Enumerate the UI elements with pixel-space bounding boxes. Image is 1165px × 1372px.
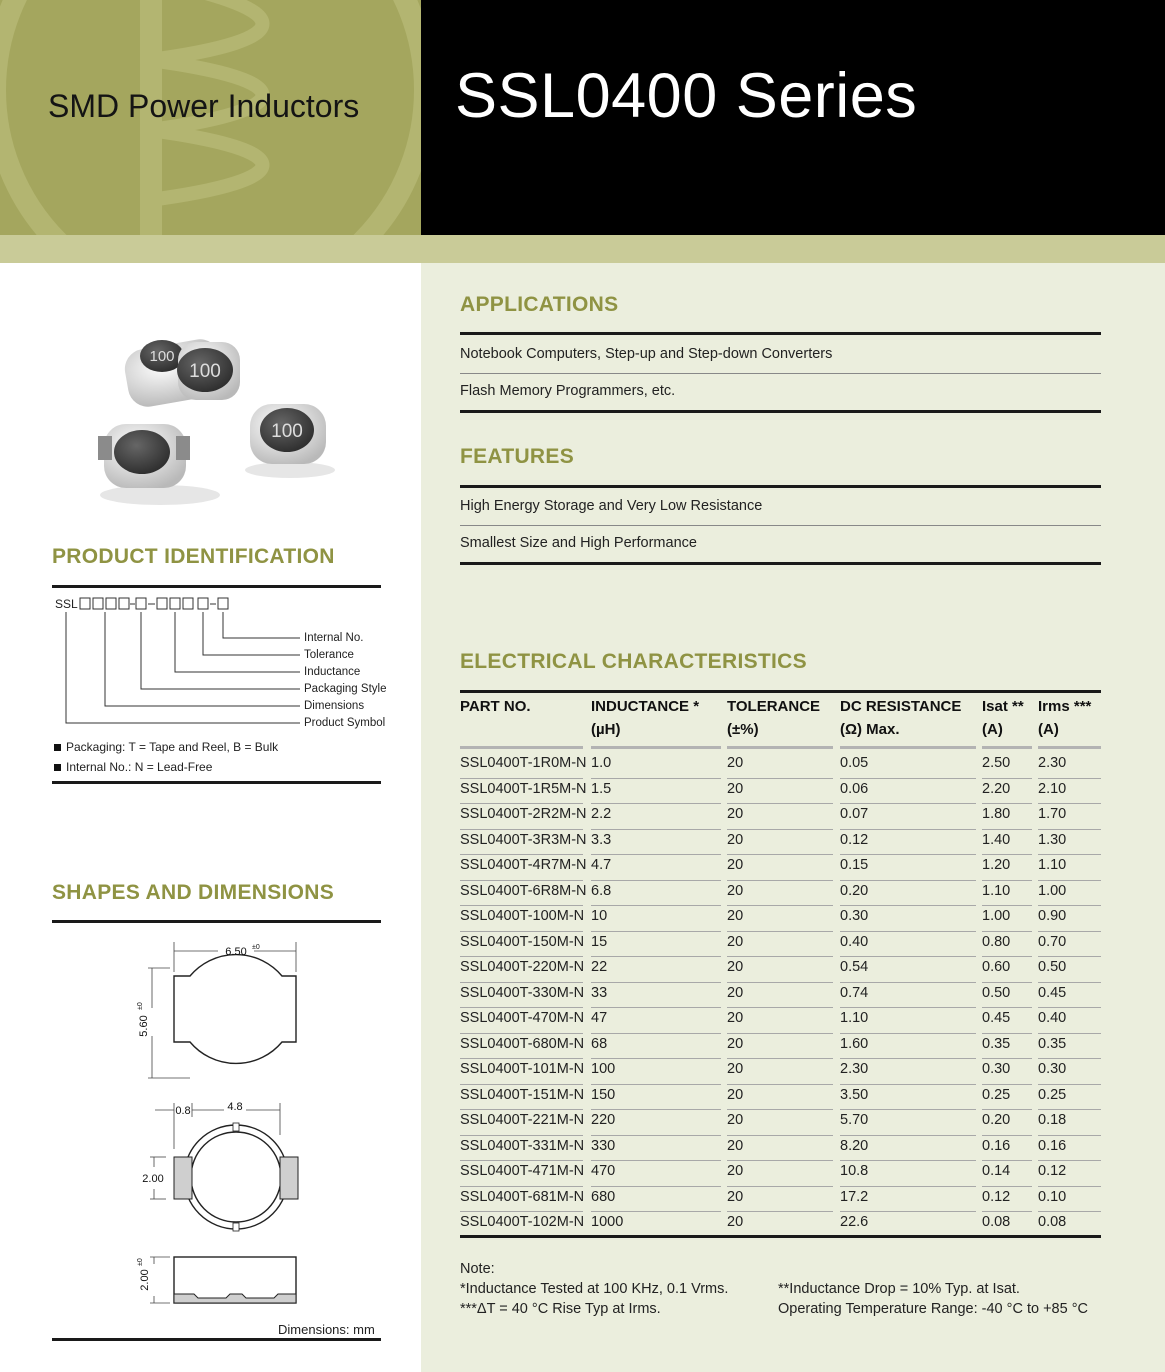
table-cell: 0.25 — [982, 1086, 1011, 1103]
row-divider — [840, 880, 976, 881]
table-cell: 1.00 — [982, 908, 1011, 924]
table-cell: 1.10 — [982, 882, 1011, 899]
bullet-icon — [54, 744, 61, 751]
table-cell: 20 — [727, 959, 744, 975]
column-header: (Ω) Max. — [840, 721, 900, 738]
row-divider — [591, 1160, 721, 1161]
table-cell: 20 — [727, 780, 744, 797]
row-divider — [591, 1186, 721, 1187]
table-cell: SSL0400T-470M-N — [460, 1010, 585, 1026]
row-divider — [460, 931, 583, 932]
row-divider — [460, 1186, 583, 1187]
table-cell: 0.40 — [840, 933, 869, 950]
table-cell: SSL0400T-151M-N — [460, 1086, 585, 1103]
features-title: FEATURES — [460, 445, 575, 468]
table-cell: 20 — [727, 984, 744, 1001]
table-cell: 1.10 — [840, 1010, 869, 1026]
dim-thickness-label: 2.00 — [139, 1269, 151, 1291]
row-divider — [460, 905, 583, 906]
row-divider — [982, 778, 1032, 779]
table-cell: SSL0400T-102M-N — [460, 1214, 585, 1230]
row-divider — [982, 1007, 1032, 1008]
row-divider — [727, 778, 833, 779]
table-cell: 0.06 — [840, 780, 869, 797]
row-divider — [460, 854, 583, 855]
table-cell: SSL0400T-471M-N — [460, 1163, 585, 1179]
pid-label-product-symbol: Product Symbol — [304, 717, 386, 729]
table-cell: 0.54 — [840, 959, 869, 975]
table-cell: 0.16 — [982, 1137, 1011, 1154]
row-divider — [840, 854, 976, 855]
table-cell: 1.00 — [1038, 882, 1067, 899]
table-cell: 0.07 — [840, 806, 869, 822]
table-cell: 100 — [591, 1061, 616, 1077]
pid-note-internal: Internal No.: N = Lead-Free — [66, 760, 213, 774]
table-cell: 20 — [727, 933, 744, 950]
table-cell: SSL0400T-680M-N — [460, 1035, 585, 1052]
table-cell: 2.50 — [982, 755, 1011, 771]
dim-side-label: 2.00 — [142, 1173, 164, 1185]
table-cell: 20 — [727, 908, 744, 924]
row-divider — [982, 829, 1032, 830]
pid-label-dimensions: Dimensions — [304, 700, 365, 712]
row-divider — [591, 1135, 721, 1136]
row-divider — [591, 854, 721, 855]
row-divider — [591, 1058, 721, 1059]
table-cell: 20 — [727, 1035, 744, 1052]
table-cell: 20 — [727, 882, 744, 899]
column-header: (µH) — [591, 721, 621, 738]
header-underline — [982, 746, 1032, 749]
category-title: SMD Power Inductors — [48, 88, 360, 124]
table-cell: 20 — [727, 755, 744, 771]
row-divider — [1038, 1135, 1101, 1136]
row-divider — [982, 880, 1032, 881]
table-cell: 0.30 — [840, 908, 869, 924]
row-divider — [727, 1211, 833, 1212]
table-cell: 22 — [591, 959, 608, 975]
row-divider — [460, 1058, 583, 1059]
table-cell: SSL0400T-220M-N — [460, 959, 585, 975]
row-divider — [840, 1211, 976, 1212]
row-divider — [840, 1135, 976, 1136]
row-divider — [1038, 1007, 1101, 1008]
table-cell: 470 — [591, 1163, 616, 1179]
application-item: Notebook Computers, Step-up and Step-down Converters — [460, 346, 833, 362]
row-divider — [460, 1135, 583, 1136]
row-divider — [840, 1084, 976, 1085]
table-cell: 0.12 — [982, 1188, 1011, 1205]
row-divider — [1038, 803, 1101, 804]
table-cell: 1.30 — [1038, 831, 1067, 848]
row-divider — [591, 1109, 721, 1110]
header-underline — [1038, 746, 1101, 749]
table-cell: 0.15 — [840, 857, 869, 873]
row-divider — [1038, 854, 1101, 855]
note-inductance: *Inductance Tested at 100 KHz, 0.1 Vrms. — [460, 1281, 729, 1297]
table-cell: 0.18 — [1038, 1112, 1067, 1128]
table-cell: SSL0400T-150M-N — [460, 933, 585, 950]
applications-bottom-rule — [460, 410, 1101, 413]
table-cell: SSL0400T-3R3M-N — [460, 831, 587, 848]
row-divider — [591, 1084, 721, 1085]
row-divider — [591, 1007, 721, 1008]
row-divider — [460, 829, 583, 830]
row-divider — [982, 982, 1032, 983]
row-divider — [591, 1033, 721, 1034]
row-divider — [982, 854, 1032, 855]
table-cell: 2.30 — [840, 1061, 869, 1077]
table-cell: 20 — [727, 831, 744, 848]
table-cell: SSL0400T-1R5M-N — [460, 780, 587, 797]
table-cell: 20 — [727, 1112, 744, 1128]
bullet-icon — [54, 764, 61, 771]
row-divider — [840, 1058, 976, 1059]
table-cell: 0.30 — [982, 1061, 1011, 1077]
table-cell: 0.08 — [1038, 1214, 1067, 1230]
column-header: (±%) — [727, 721, 759, 738]
row-divider — [1038, 956, 1101, 957]
table-cell: 220 — [591, 1112, 616, 1128]
table-cell: 5.70 — [840, 1112, 869, 1128]
units-note: Dimensions: mm — [278, 1322, 375, 1337]
row-divider — [460, 880, 583, 881]
table-cell: 1.40 — [982, 831, 1011, 848]
applications-top-rule — [460, 332, 1101, 335]
table-cell: 680 — [591, 1188, 616, 1205]
series-title: SSL0400 Series — [455, 61, 918, 131]
row-divider — [1038, 1160, 1101, 1161]
table-cell: 1.60 — [840, 1035, 869, 1052]
shapes-title: SHAPES AND DIMENSIONS — [52, 881, 335, 904]
row-divider — [840, 1109, 976, 1110]
row-divider — [982, 1084, 1032, 1085]
inductor-marking-2: 100 — [189, 361, 221, 382]
header-band — [0, 235, 1165, 263]
row-divider — [591, 956, 721, 957]
row-divider — [840, 1033, 976, 1034]
table-cell: SSL0400T-331M-N — [460, 1137, 585, 1154]
table-cell: 20 — [727, 806, 744, 822]
row-divider — [727, 931, 833, 932]
table-cell: 2.30 — [1038, 755, 1067, 771]
dim-inner-label: 4.8 — [227, 1101, 243, 1113]
header-underline — [840, 746, 976, 749]
table-cell: 1.70 — [1038, 806, 1067, 822]
product-photo — [90, 320, 350, 520]
table-cell: 0.05 — [840, 755, 869, 771]
row-divider — [840, 778, 976, 779]
row-divider — [591, 1211, 721, 1212]
shapes-top-rule — [52, 920, 381, 923]
dim-width-tolerance: ±0 — [252, 944, 260, 951]
pid-note-packaging: Packaging: T = Tape and Reel, B = Bulk — [66, 740, 279, 754]
row-divider — [460, 1109, 583, 1110]
row-divider — [1038, 931, 1101, 932]
row-divider — [1038, 1186, 1101, 1187]
table-cell: 20 — [727, 1188, 744, 1205]
row-divider — [727, 1033, 833, 1034]
column-header: TOLERANCE — [727, 698, 821, 715]
pid-label-inductance: Inductance — [304, 666, 361, 678]
table-cell: 0.12 — [840, 831, 869, 848]
table-cell: 0.35 — [1038, 1035, 1067, 1052]
table-cell: 20 — [727, 1214, 744, 1230]
row-divider — [727, 905, 833, 906]
row-divider — [460, 1084, 583, 1085]
table-cell: 0.50 — [982, 984, 1011, 1001]
inductor-marking-3: 100 — [271, 421, 303, 442]
table-cell: 0.45 — [1038, 984, 1067, 1001]
table-cell: 20 — [727, 1086, 744, 1103]
pid-top-rule — [52, 585, 381, 588]
table-cell: 10 — [591, 908, 608, 924]
note-temperature: Operating Temperature Range: -40 °C to +85 °C — [778, 1301, 1088, 1317]
row-divider — [840, 1186, 976, 1187]
table-cell: SSL0400T-681M-N — [460, 1188, 585, 1205]
row-divider — [591, 803, 721, 804]
row-divider — [591, 982, 721, 983]
pid-label-internal-no: Internal No. — [304, 632, 364, 644]
row-divider — [460, 778, 583, 779]
row-divider — [727, 1135, 833, 1136]
row-divider — [460, 1007, 583, 1008]
row-divider — [840, 905, 976, 906]
row-divider — [840, 931, 976, 932]
row-divider — [1038, 1211, 1101, 1212]
row-divider — [982, 1160, 1032, 1161]
electrical-bottom-rule — [460, 1235, 1101, 1238]
pid-code-prefix: SSL — [55, 597, 78, 611]
row-divider — [840, 982, 976, 983]
shapes-bottom-rule — [52, 1338, 381, 1341]
column-header: PART NO. — [460, 698, 531, 715]
features-bottom-rule — [460, 562, 1101, 565]
table-cell: 0.70 — [1038, 933, 1067, 950]
table-cell: 0.80 — [982, 933, 1011, 950]
table-cell: 0.25 — [1038, 1086, 1067, 1103]
row-divider — [460, 982, 583, 983]
applications-title: APPLICATIONS — [460, 293, 619, 316]
row-divider — [982, 1033, 1032, 1034]
table-cell: 150 — [591, 1086, 616, 1103]
table-cell: SSL0400T-101M-N — [460, 1061, 585, 1077]
inductor-marking-1: 100 — [149, 348, 175, 365]
electrical-top-rule — [460, 690, 1101, 693]
row-divider — [727, 1109, 833, 1110]
row-divider — [727, 1058, 833, 1059]
row-divider — [840, 1007, 976, 1008]
dim-height-label: 5.60 — [138, 1015, 150, 1037]
header-underline — [460, 746, 583, 749]
row-divider — [982, 956, 1032, 957]
table-cell: 47 — [591, 1010, 608, 1026]
table-cell: 68 — [591, 1035, 608, 1052]
header-left-panel — [0, 0, 421, 235]
row-divider — [1038, 829, 1101, 830]
pid-label-packaging: Packaging Style — [304, 683, 387, 695]
table-cell: 2.10 — [1038, 780, 1067, 797]
row-divider — [591, 931, 721, 932]
table-cell: 1.0 — [591, 755, 612, 771]
table-cell: 1.10 — [1038, 857, 1067, 873]
table-cell: 0.10 — [1038, 1188, 1067, 1205]
row-divider — [460, 956, 583, 957]
table-cell: SSL0400T-221M-N — [460, 1112, 585, 1128]
table-cell: SSL0400T-1R0M-N — [460, 755, 587, 771]
electrical-title: ELECTRICAL CHARACTERISTICS — [460, 650, 807, 673]
row-divider — [982, 1186, 1032, 1187]
product-identification-title: PRODUCT IDENTIFICATION — [52, 545, 335, 568]
side-view-drawing — [130, 1250, 370, 1320]
row-divider — [982, 1135, 1032, 1136]
application-item: Flash Memory Programmers, etc. — [460, 383, 676, 399]
table-cell: 0.60 — [982, 959, 1011, 975]
row-divider — [727, 1084, 833, 1085]
row-divider — [591, 829, 721, 830]
row-divider — [591, 778, 721, 779]
table-cell: 15 — [591, 933, 608, 950]
dim-height-tolerance: ±0 — [137, 1002, 144, 1010]
table-cell: 0.20 — [982, 1112, 1011, 1128]
table-cell: SSL0400T-4R7M-N — [460, 857, 587, 873]
table-cell: 0.35 — [982, 1035, 1011, 1052]
table-cell: SSL0400T-330M-N — [460, 984, 585, 1001]
pid-bottom-rule — [52, 781, 381, 784]
table-cell: 20 — [727, 1163, 744, 1179]
row-divider — [1038, 905, 1101, 906]
table-cell: 0.50 — [1038, 959, 1067, 975]
top-view-drawing — [130, 938, 370, 1088]
feature-item: High Energy Storage and Very Low Resistance — [460, 498, 763, 514]
table-cell: 10.8 — [840, 1163, 869, 1179]
row-divider — [1038, 1109, 1101, 1110]
table-cell: 0.45 — [982, 1010, 1011, 1026]
table-cell: 17.2 — [840, 1188, 869, 1205]
row-divider — [727, 829, 833, 830]
dim-pad-label: 0.8 — [175, 1105, 191, 1117]
table-cell: 8.20 — [840, 1137, 869, 1154]
table-cell: 0.40 — [1038, 1010, 1067, 1026]
table-cell: 1.80 — [982, 806, 1011, 822]
row-divider — [727, 1186, 833, 1187]
table-cell: 1.5 — [591, 780, 612, 797]
divider — [460, 525, 1101, 526]
row-divider — [1038, 1058, 1101, 1059]
row-divider — [1038, 1033, 1101, 1034]
row-divider — [982, 1058, 1032, 1059]
table-cell: 0.90 — [1038, 908, 1067, 924]
table-cell: 0.14 — [982, 1163, 1011, 1179]
row-divider — [840, 956, 976, 957]
column-header: (A) — [982, 721, 1003, 738]
row-divider — [840, 829, 976, 830]
table-cell: 20 — [727, 1010, 744, 1026]
row-divider — [1038, 880, 1101, 881]
note-isat: **Inductance Drop = 10% Typ. at Isat. — [778, 1281, 1020, 1297]
table-cell: 2.20 — [982, 780, 1011, 797]
row-divider — [591, 905, 721, 906]
row-divider — [982, 803, 1032, 804]
table-cell: 1.20 — [982, 857, 1011, 873]
table-cell: 20 — [727, 1061, 744, 1077]
feature-item: Smallest Size and High Performance — [460, 535, 697, 551]
row-divider — [1038, 778, 1101, 779]
table-cell: 20 — [727, 1137, 744, 1154]
row-divider — [982, 1109, 1032, 1110]
bottom-view-drawing — [130, 1095, 370, 1235]
row-divider — [982, 905, 1032, 906]
row-divider — [727, 982, 833, 983]
table-cell: 0.12 — [1038, 1163, 1067, 1179]
row-divider — [727, 1160, 833, 1161]
row-divider — [1038, 982, 1101, 983]
header-right-panel — [421, 0, 1165, 235]
table-cell: 330 — [591, 1137, 616, 1154]
table-cell: 0.30 — [1038, 1061, 1067, 1077]
row-divider — [840, 803, 976, 804]
row-divider — [727, 854, 833, 855]
dim-thickness-tolerance: ±0 — [137, 1258, 144, 1266]
table-cell: 22.6 — [840, 1214, 869, 1230]
row-divider — [982, 1211, 1032, 1212]
table-cell: SSL0400T-100M-N — [460, 908, 585, 924]
row-divider — [727, 956, 833, 957]
column-header: DC RESISTANCE — [840, 698, 962, 715]
table-cell: 3.50 — [840, 1086, 869, 1103]
row-divider — [727, 803, 833, 804]
row-divider — [1038, 1084, 1101, 1085]
column-header: Irms *** — [1038, 698, 1092, 715]
table-cell: 6.8 — [591, 882, 612, 899]
table-cell: 0.20 — [840, 882, 869, 899]
table-cell: 1000 — [591, 1214, 624, 1230]
table-cell: 33 — [591, 984, 608, 1001]
row-divider — [460, 1160, 583, 1161]
note-irms: ***ΔT = 40 °C Rise Typ at Irms. — [460, 1301, 661, 1317]
features-top-rule — [460, 485, 1101, 488]
table-cell: 0.08 — [982, 1214, 1011, 1230]
table-cell: 4.7 — [591, 857, 612, 873]
column-header: Isat ** — [982, 698, 1024, 715]
divider — [460, 373, 1101, 374]
column-header: (A) — [1038, 721, 1059, 738]
column-header: INDUCTANCE * — [591, 698, 700, 715]
table-cell: 0.16 — [1038, 1137, 1067, 1154]
table-cell: SSL0400T-6R8M-N — [460, 882, 587, 899]
dim-width-label: 6.50 — [225, 946, 247, 958]
table-cell: 0.74 — [840, 984, 869, 1001]
notes-title: Note: — [460, 1261, 495, 1277]
row-divider — [460, 803, 583, 804]
table-cell: SSL0400T-2R2M-N — [460, 806, 587, 822]
pid-label-tolerance: Tolerance — [304, 649, 354, 661]
row-divider — [727, 1007, 833, 1008]
row-divider — [840, 1160, 976, 1161]
row-divider — [727, 880, 833, 881]
row-divider — [591, 880, 721, 881]
header-underline — [727, 746, 833, 749]
row-divider — [460, 1033, 583, 1034]
table-cell: 3.3 — [591, 831, 612, 848]
row-divider — [460, 1211, 583, 1212]
header-underline — [591, 746, 721, 749]
row-divider — [982, 931, 1032, 932]
table-cell: 2.2 — [591, 806, 612, 822]
table-cell: 20 — [727, 857, 744, 873]
